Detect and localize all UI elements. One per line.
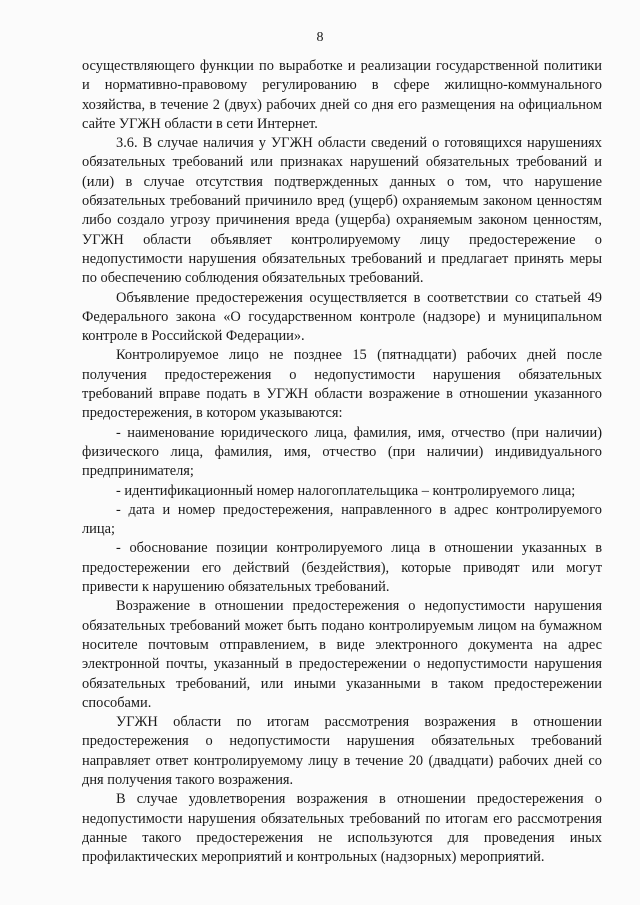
list-item: - идентификационный номер налогоплательщика – контролируемого лица;: [116, 482, 576, 499]
paragraph: УГЖН области по итогам рассмотрения возражения в отношении предостережения о недопустимости нарушения обязательных требований направляет ответ контролируемому лицу в течение 20 (двадцати) рабочих дней со дня получения такого возражения.: [82, 714, 602, 788]
paragraph: Контролируемое лицо не позднее 15 (пятнадцати) рабочих дней после получения предостережения о недопустимости нарушения обязательных требований вправе подать в УГЖН области возражение в отношении указанного предостережения, в котором указываются:: [82, 347, 602, 422]
paragraph: В случае удовлетворения возражения в отношении предостережения о недопустимости нарушения обязательных требований по итогам его рассмотрения данные такого предостережения не используются для проведения иных профилактических мероприятий и контрольных (надзорных) мероприятий.: [82, 791, 602, 866]
paragraph: Объявление предостережения осуществляется в соответствии со статьей 49 Федерального закона «О государственном контроле (надзоре) и муниципальном контроле в Российской Федерации».: [82, 289, 602, 345]
paragraph: 3.6. В случае наличия у УГЖН области сведений о готовящихся нарушениях обязательных требований или признаках нарушений обязательных требований и (или) в случае отсутствия подтвержденных данных о том, что нарушение обязательных требований причинило вред (ущерб) охраняемым законом ценностям либо создало угрозу причинения вреда (ущерба) охраняемым законом ценностям, УГЖН области объявляет контролируемому лицу предостережение о недопустимости нарушения обязательных требований и предлагает принять меры по обеспечению соблюдения обязательных требований.: [82, 135, 602, 287]
list-item: - дата и номер предостережения, направленного в адрес контролируемого лица;: [82, 501, 602, 538]
list-item: - наименование юридического лица, фамилия, имя, отчество (при наличии) физического лица, фамилия, имя, отчество (при наличии) индивидуального предпринимателя;: [82, 424, 602, 480]
list-item: - обоснование позиции контролируемого лица в отношении указанных в предостережении его действий (бездействия), которые приводят или могут привести к нарушению обязательных требований.: [82, 540, 602, 596]
document-body: [82, 57, 602, 867]
page-number: 8: [316, 30, 324, 45]
paragraph: осуществляющего функции по выработке и реализации государственной политики и нормативно-правовому регулированию в сфере жилищно-коммунального хозяйства, в течение 2 (двух) рабочих дней со дня его размещения на официальном сайте УГЖН области в сети Интернет.: [82, 58, 602, 132]
paragraph: Возражение в отношении предостережения о недопустимости нарушения обязательных требований может быть подано контролируемым лицом на бумажном носителе почтовым отправлением, в виде электронного документа на адрес электронной почты, указанный в предостережении о недопустимости нарушения обязательных требований, или иными указанными в таком предостережении способами.: [82, 598, 602, 711]
